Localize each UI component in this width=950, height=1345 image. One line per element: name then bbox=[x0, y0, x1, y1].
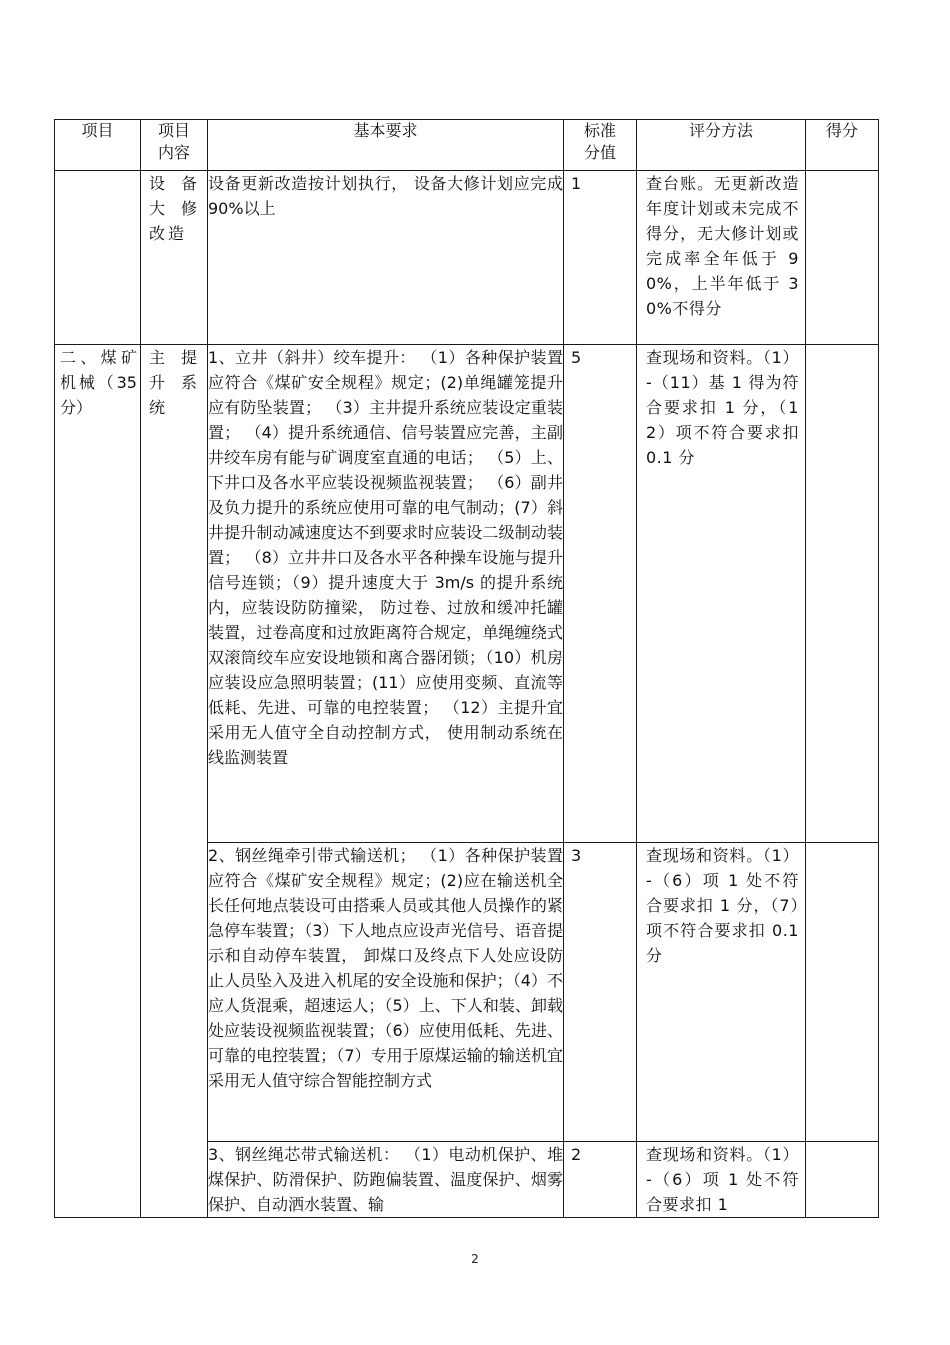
row1-content: 设备大修改造 bbox=[141, 171, 208, 345]
hoist-result bbox=[806, 345, 879, 843]
page-number: 2 bbox=[471, 1252, 479, 1266]
rope-conveyor-requirement: 2、钢丝绳牵引带式输送机； （1）各种保护装置应符合《煤矿安全规程》规定；(2)应在输送机全长任何地点装设可由搭乘人员或其他人员操作的紧急停车装置；（3）下人地点应设声光信号、语音提示和自动停车装置， 卸煤口及终点下人处应设防止人员坠入及进入机尾的安全设施和保护；（4）不应人货混乘，超速运人；（5）上、下人和装、卸载处应装设视频监视装置；（6）应使用低耗、先进、可靠的电控装置；（7）专用于原煤运输的输送机宜采用无人值守综合智能控制方式 bbox=[208, 843, 564, 1142]
table-row-equipment-overhaul bbox=[55, 171, 879, 345]
header-content-label: 项目内容 bbox=[157, 121, 190, 162]
row1-method: 查台账。无更新改造年度计划或未完成不得分，无大修计划或完成率全年低于 90%，上半年低于 30%不得分 bbox=[637, 171, 806, 345]
standards-table bbox=[54, 119, 879, 1218]
steel-cord-result bbox=[806, 1142, 879, 1218]
steel-cord-score: 2 bbox=[564, 1142, 637, 1218]
table-row-hoist bbox=[55, 345, 879, 843]
header-score-label: 标准分值 bbox=[583, 121, 616, 162]
header-content bbox=[141, 120, 208, 171]
steel-cord-requirement: 3、钢丝绳芯带式输送机： （1）电动机保护、堆煤保护、防滑保护、防跑偏装置、温度保护、烟雾保护、自动洒水装置、输 bbox=[208, 1142, 564, 1218]
section2-content: 主提升系统 bbox=[141, 345, 208, 1218]
header-result: 得分 bbox=[806, 120, 879, 171]
hoist-score: 5 bbox=[564, 345, 637, 843]
steel-cord-method: 查现场和资料。（1）-（6）项 1 处不符合要求扣 1 bbox=[637, 1142, 806, 1218]
header-requirement: 基本要求 bbox=[208, 120, 564, 171]
rope-conveyor-result bbox=[806, 843, 879, 1142]
row1-result bbox=[806, 171, 879, 345]
row1-requirement: 设备更新改造按计划执行， 设备大修计划应完成 90%以上 bbox=[208, 171, 564, 345]
section2-item: 二、煤矿机械（35分） bbox=[55, 345, 141, 1218]
header-item: 项目 bbox=[55, 120, 141, 171]
header-score bbox=[564, 120, 637, 171]
row1-score: 1 bbox=[564, 171, 637, 345]
hoist-method: 查现场和资料。（1）-（11）基 1 得为符合要求扣 1 分，（12）项不符合要求扣 0.1 分 bbox=[637, 345, 806, 843]
row1-item bbox=[55, 171, 141, 345]
hoist-requirement: 1、立井（斜井）绞车提升： （1）各种保护装置应符合《煤矿安全规程》规定；(2)单绳罐笼提升应有防坠装置； （3）主井提升系统应装设定重装置； （4）提升系统通信、信号装置应完善，主副井绞车房有能与矿调度室直通的电话； （5）上、下井口及各水平应装设视频监视装置； （6）副井及负力提升的系统应使用可靠的电气制动；(7）斜井提升制动减速度达不到要求时应装设二级制动装置； （8）立井井口及各水平各种操车设施与提升信号连锁；（9）提升速度大于 3m/s 的提升系统内，应装设防防撞梁， 防过卷、过放和缓冲托罐装置，过卷高度和过放距离符合规定，单绳缠绕式双滚筒绞车应安设地锁和离合器闭锁；（10）机房应装设应急照明装置；(11）应使用变频、直流等低耗、先进、可靠的电控装置； （12）主提升宜采用无人值守全自动控制方式， 使用制动系统在线监测装置 bbox=[208, 345, 564, 843]
rope-conveyor-method: 查现场和资料。（1）-（6）项 1 处不符合要求扣 1 分，（7）项不符合要求扣 0.1 分 bbox=[637, 843, 806, 1142]
table-header-row bbox=[55, 120, 879, 171]
rope-conveyor-score: 3 bbox=[564, 843, 637, 1142]
header-method: 评分方法 bbox=[637, 120, 806, 171]
